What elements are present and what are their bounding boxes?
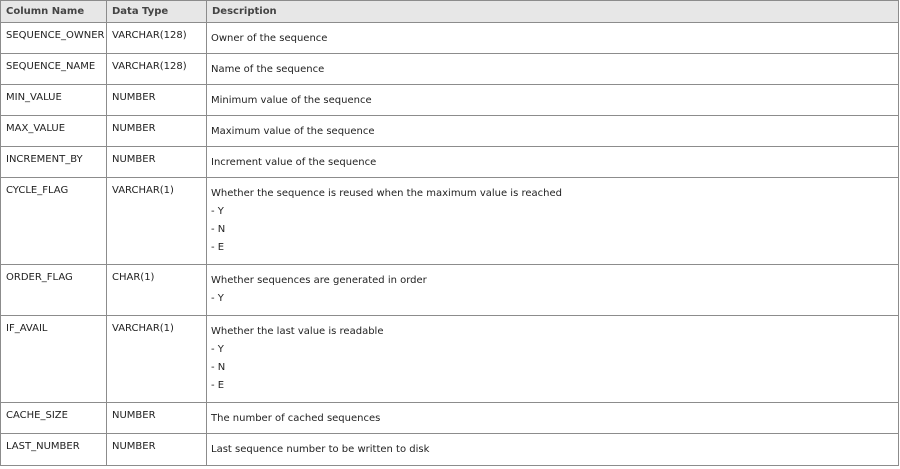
data-type-cell: NUMBER	[107, 147, 207, 178]
table-header-row	[1, 1, 899, 23]
column-name-cell: CACHE_SIZE	[1, 403, 107, 434]
table-row	[1, 403, 899, 434]
value-option: - E	[211, 242, 225, 253]
description-text: Whether the last value is readable	[211, 326, 384, 337]
table-body	[1, 23, 899, 466]
description-text: Minimum value of the sequence	[211, 95, 372, 106]
description-cell	[207, 147, 899, 178]
data-type-cell: VARCHAR(128)	[107, 23, 207, 54]
column-name-cell: LAST_NUMBER	[1, 434, 107, 466]
description-text: Whether sequences are generated in order	[211, 275, 427, 286]
column-name-cell: MIN_VALUE	[1, 85, 107, 116]
description-cell	[207, 265, 899, 316]
column-name-cell: SEQUENCE_NAME	[1, 54, 107, 85]
column-name-cell: CYCLE_FLAG	[1, 178, 107, 265]
description-cell	[207, 85, 899, 116]
description-text: Last sequence number to be written to disk	[211, 444, 430, 455]
description-cell	[207, 23, 899, 54]
data-type-cell: VARCHAR(1)	[107, 316, 207, 403]
description-cell	[207, 116, 899, 147]
description-cell	[207, 403, 899, 434]
description-text: Maximum value of the sequence	[211, 126, 375, 137]
description-cell	[207, 178, 899, 265]
column-name-cell: MAX_VALUE	[1, 116, 107, 147]
description-text: Increment value of the sequence	[211, 157, 377, 168]
description-text: Owner of the sequence	[211, 33, 328, 44]
description-cell	[207, 316, 899, 403]
column-name-cell: IF_AVAIL	[1, 316, 107, 403]
table-row	[1, 265, 899, 316]
data-type-cell: CHAR(1)	[107, 265, 207, 316]
description-cell	[207, 434, 899, 466]
value-option: - E	[211, 380, 225, 391]
data-type-cell: VARCHAR(128)	[107, 54, 207, 85]
table-row	[1, 54, 899, 85]
value-option: - N	[211, 224, 226, 235]
description-cell	[207, 54, 899, 85]
value-option: - Y	[211, 344, 224, 355]
header-data-type: Data Type	[107, 1, 207, 23]
column-name-cell: SEQUENCE_OWNER	[1, 23, 107, 54]
description-text: The number of cached sequences	[211, 413, 381, 424]
description-text: Whether the sequence is reused when the maximum value is reached	[211, 188, 562, 199]
data-type-cell: VARCHAR(1)	[107, 178, 207, 265]
table-row	[1, 116, 899, 147]
header-column-name: Column Name	[1, 1, 107, 23]
table-row	[1, 85, 899, 116]
table-row	[1, 178, 899, 265]
data-type-cell: NUMBER	[107, 434, 207, 466]
value-option: - Y	[211, 293, 224, 304]
data-type-cell: NUMBER	[107, 403, 207, 434]
data-type-cell: NUMBER	[107, 85, 207, 116]
value-option: - N	[211, 362, 226, 373]
data-type-cell: NUMBER	[107, 116, 207, 147]
column-name-cell: INCREMENT_BY	[1, 147, 107, 178]
table-row	[1, 147, 899, 178]
table-row	[1, 23, 899, 54]
table-row	[1, 316, 899, 403]
value-option: - Y	[211, 206, 224, 217]
header-description: Description	[207, 1, 899, 23]
description-text: Name of the sequence	[211, 64, 325, 75]
column-name-cell: ORDER_FLAG	[1, 265, 107, 316]
table-row	[1, 434, 899, 466]
